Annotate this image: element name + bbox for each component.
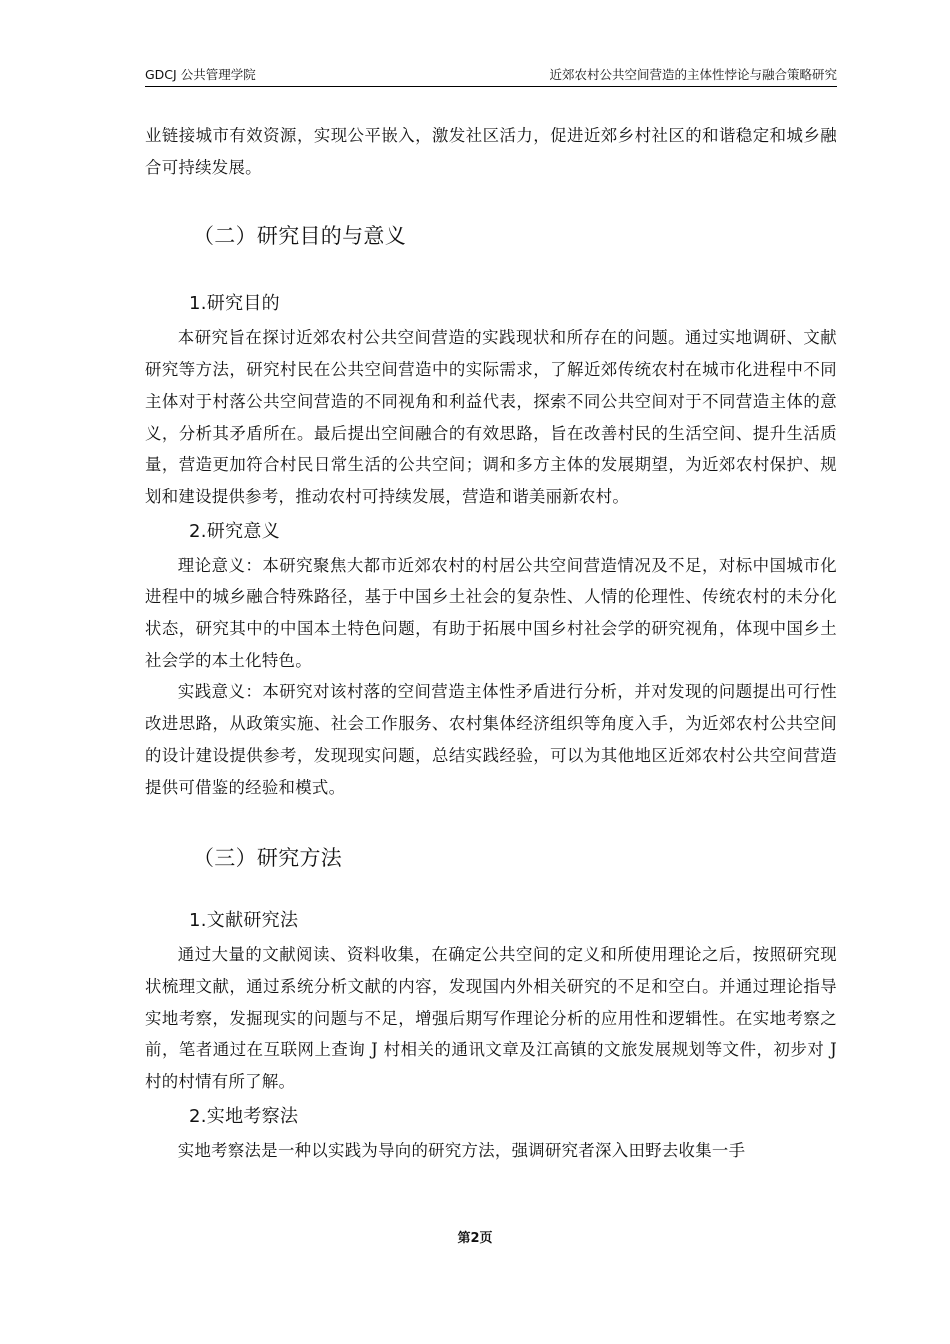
paragraph-practical-significance: 实践意义：本研究对该村落的空间营造主体性矛盾进行分析，并对发现的问题提出可行性改进思路，从政策实施、社会工作服务、农村集体经济组织等角度入手，为近郊农村公共空间的设计建设提供参考，发现现实问题，总结实践经验，可以为其他地区近郊农村公共空间营造提供可借鉴的经验和模式。 — [145, 682, 837, 797]
paragraph-continuation: 业链接城市有效资源，实现公平嵌入，激发社区活力，促进近郊乡村社区的和谐稳定和城乡融合可持续发展。 — [145, 126, 837, 177]
subheading-research-significance: 2.研究意义 — [189, 520, 280, 542]
subheading-research-purpose: 1.研究目的 — [189, 293, 280, 315]
paragraph-literature-research: 通过大量的文献阅读、资料收集，在确定公共空间的定义和所使用理论之后，按照研究现状梳理文献，通过系统分析文献的内容，发现国内外相关研究的不足和空白。并通过理论指导实地考察，发掘现实的问题与不足，增强后期写作理论分析的应用性和逻辑性。在实地考察之前，笔者通过在互联网上查询 J 村相关的通讯文章及江高镇的文旅发展规划等文件，初步对 J 村的村情有所了解。 — [145, 945, 837, 1092]
subheading-field-investigation: 2.实地考察法 — [189, 1105, 299, 1127]
paragraph-theoretical-significance: 理论意义：本研究聚焦大都市近郊农村的村居公共空间营造情况及不足，对标中国城市化进程中的城乡融合特殊路径，基于中国乡土社会的复杂性、人情的伦理性、传统农村的未分化状态，研究其中的中国本土特色问题，有助于拓展中国乡村社会学的研究视角，体现中国乡土社会学的本土化特色。 — [145, 555, 837, 670]
page-body — [145, 120, 837, 1166]
page-header — [145, 66, 837, 87]
page-number: 第2页 — [457, 1231, 493, 1246]
header-institution: GDCJ 公共管理学院 — [145, 67, 256, 82]
paragraph-field-investigation: 实地考察法是一种以实践为导向的研究方法，强调研究者深入田野去收集一手 — [177, 1140, 746, 1160]
header-title: 近郊农村公共空间营造的主体性悖论与融合策略研究 — [549, 67, 837, 82]
subheading-literature-research: 1.文献研究法 — [189, 910, 299, 932]
section-heading-purpose-significance: （二）研究目的与意义 — [193, 224, 406, 249]
paragraph-research-purpose: 本研究旨在探讨近郊农村公共空间营造的实践现状和所存在的问题。通过实地调研、文献研究等方法，研究村民在公共空间营造中的实际需求，了解近郊传统农村在城市化进程中不同主体对于村落公共空间营造的不同视角和利益代表，探索不同公共空间对于不同营造主体的意义，分析其矛盾所在。最后提出空间融合的有效思路，旨在改善村民的生活空间、提升生活质量，营造更加符合村民日常生活的公共空间；调和多方主体的发展期望，为近郊农村保护、规划和建设提供参考，推动农村可持续发展，营造和谐美丽新农村。 — [145, 328, 837, 506]
section-heading-research-methods: （三）研究方法 — [193, 846, 343, 871]
